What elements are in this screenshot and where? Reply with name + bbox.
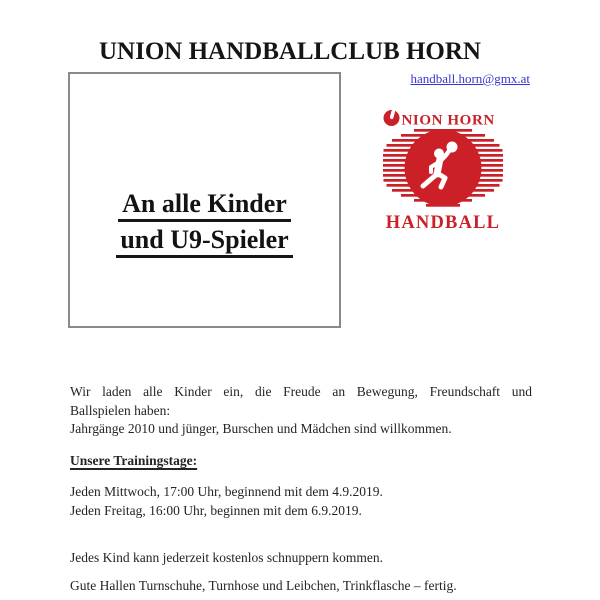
logo-club-name: NION HORN xyxy=(401,112,495,129)
notice-text xyxy=(70,188,339,260)
equipment-line: Gute Hallen Turnschuhe, Turnhose und Leibchen, Trinkflasche – fertig. xyxy=(70,577,457,593)
notice-line-2: und U9-Spieler xyxy=(116,225,292,258)
page-title: UNION HANDBALLCLUB HORN xyxy=(99,38,481,65)
logo-disc xyxy=(405,130,482,207)
stylized-u-icon xyxy=(384,109,400,126)
note-line: Jedes Kind kann jederzeit kostenlos schnuppern kommen. xyxy=(70,550,384,565)
intro-line-3: Jahrgänge 2010 und jünger, Burschen und Mädchen sind willkommen. xyxy=(70,421,452,436)
club-logo xyxy=(383,107,503,233)
intro-line-1: Wir laden alle Kinder ein, die Freude an Bewegung, Freundschaft und xyxy=(70,384,532,399)
email-link[interactable]: handball.horn@gmx.at xyxy=(410,71,530,86)
club-logo-graphic xyxy=(383,107,503,233)
training-line-1: Jeden Mittwoch, 17:00 Uhr, beginnend mit dem 4.9.2019. xyxy=(70,484,383,499)
intro-line-2: Ballspielen haben: xyxy=(70,402,171,418)
training-line-2: Jeden Freitag, 16:00 Uhr, beginnen mit dem 6.9.2019. xyxy=(70,502,362,518)
training-heading: Unsere Trainingstage: xyxy=(70,452,198,468)
notice-line-1: An alle Kinder xyxy=(118,189,291,222)
logo-wordmark: HANDBALL xyxy=(385,213,501,233)
body-text xyxy=(70,383,532,595)
notice-box xyxy=(68,72,341,328)
